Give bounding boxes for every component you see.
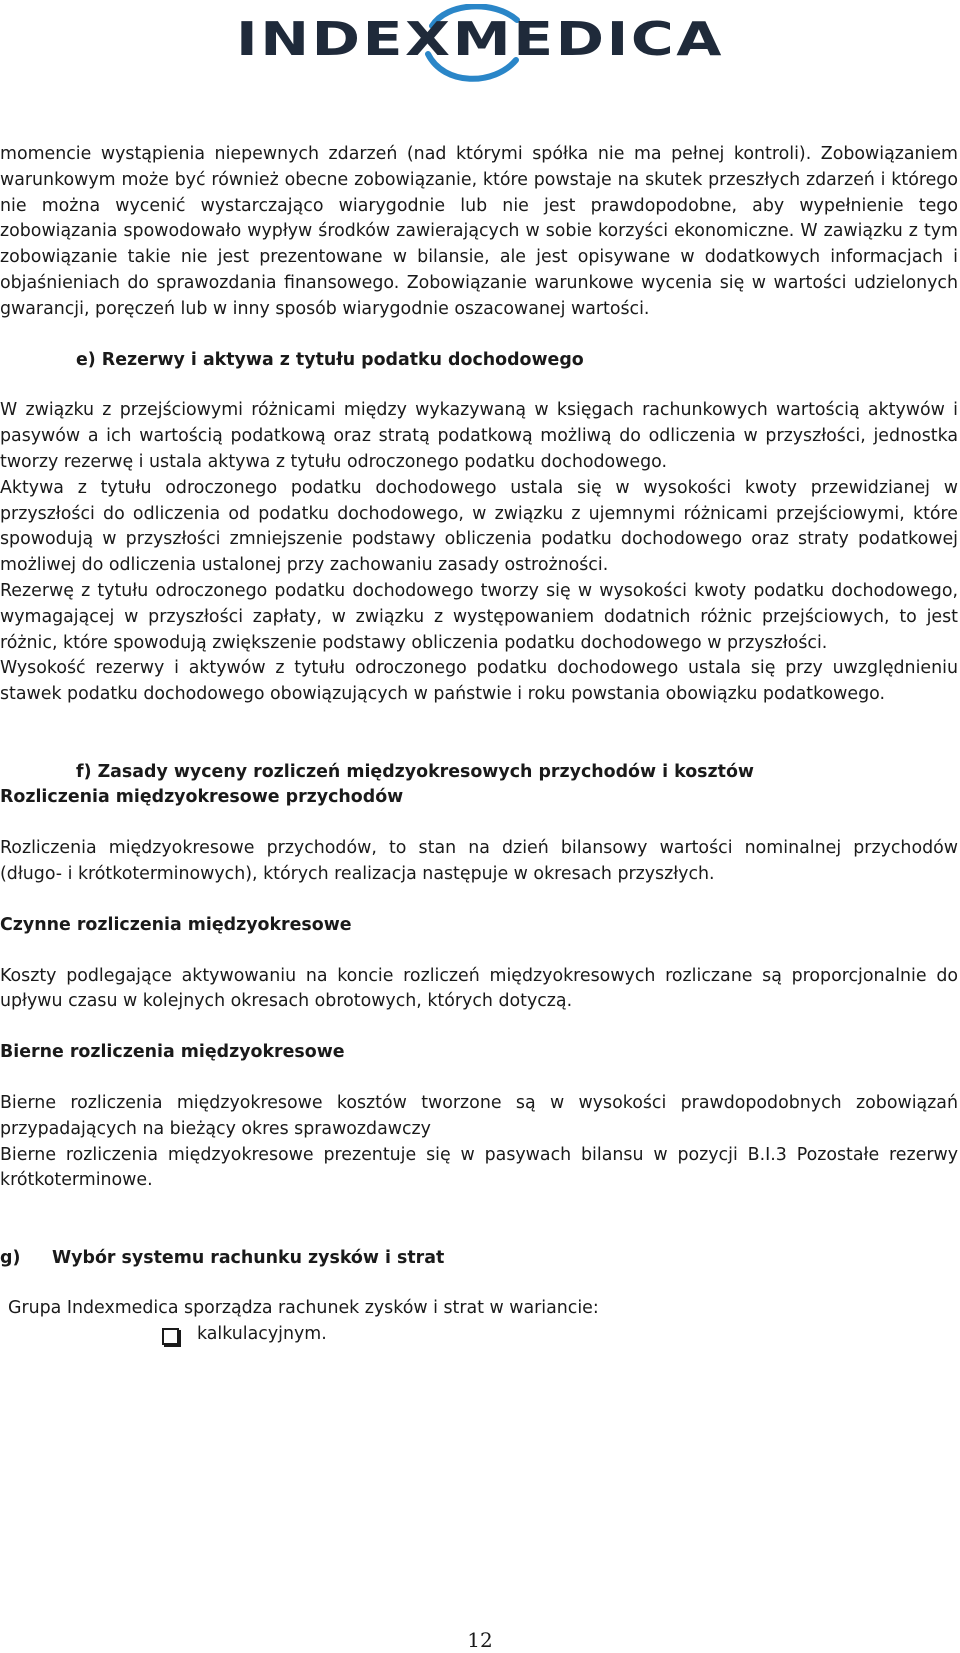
section-g-title: Wybór systemu rachunku zysków i strat [52,1247,445,1268]
section-f-paragraph-1: Rozliczenia międzyokresowe przychodów, to stan na dzień bilansowy wartości nominalnej przychodów (długo- i krótkoterminowych), których realizacja następuje w okresach przyszłych. [0,838,958,884]
section-e-paragraph-2: Aktywa z tytułu odroczonego podatku dochodowego ustala się w wysokości kwoty przewidzianej w przyszłości do odliczenia od podatku dochodowego, w związku z ujemnymi różnicami przejściowymi, które spowodują w przyszłości zmniejszenie podstawy obliczenia podatku dochodowego oraz straty podatkowej możliwej do odliczenia ustalonej przy zachowaniu zasady ostrożności. [0,477,958,576]
logo-text: INDEXMEDICA [236,12,724,66]
page-number: 12 [467,1628,493,1652]
section-e-heading: e) Rezerwy i aktywa z tytułu podatku dochodowego [76,349,584,370]
section-g-paragraph-1: Grupa Indexmedica sporządza rachunek zysków i strat w wariancie: [8,1298,599,1319]
option-label: kalkulacyjnym. [197,1324,327,1345]
indexmedica-logo [232,4,728,82]
option-item [0,1322,958,1348]
section-f-subheading-2: Czynne rozliczenia międzyokresowe [0,914,352,935]
section-f-paragraph-3b: Bierne rozliczenia międzyokresowe prezentuje się w pasywach bilansu w pozycji B.I.3 Pozostałe rezerwy krótkoterminowe. [0,1144,958,1191]
section-f-paragraph-2: Koszty podlegające aktywowaniu na koncie rozliczeń międzyokresowych rozliczane są proporcjonalnie do upływu czasu w kolejnych okresach obrotowych, których dotyczą. [0,965,958,1012]
page-header [0,0,960,90]
document-body [0,142,958,1348]
section-e-paragraph-4: Wysokość rezerwy i aktywów z tytułu odroczonego podatku dochodowego ustala się przy uwzględnieniu stawek podatku dochodowego obowiązujących w państwie i roku powstania obowiązku podatkowego. [0,658,958,705]
section-e-paragraph-1: W związku z przejściowymi różnicami między wykazywaną w księgach rachunkowych wartością aktywów i pasywów a ich wartością podatkową oraz stratą podatkową możliwą do odliczenia w przyszłości, jednostka tworzy rezerwę i ustala aktywa z tytułu odroczonego podatku dochodowego. [0,400,958,472]
section-f-subheading-3: Bierne rozliczenia międzyokresowe [0,1042,345,1063]
section-f-subheading-1: Rozliczenia międzyokresowe przychodów [0,787,404,808]
section-g-letter: g) [0,1247,21,1268]
paragraph-intro: momencie wystąpienia niepewnych zdarzeń (nad którymi spółka nie ma pełnej kontroli). Zobowiązaniem warunkowym może być również obecne zobowiązanie, które powstaje na skutek przeszłych zdarzeń i którego nie można wycenić wystarczająco wiarygodnie lub nie jest prawdopodobne, aby wypełnienie tego zobowiązania spowodowało wypływ środków zawierających w sobie korzyści ekonomiczne. W zawiązku z tym zobowiązanie takie nie jest prezentowane w bilansie, ale jest opisywane w dodatkowych informacjach i objaśnieniach do sprawozdania finansowego. Zobowiązanie warunkowe wycenia się w wartości udzielonych gwarancji, poręczeń lub w inny sposób wiarygodnie oszacowanej wartości. [0,144,958,319]
section-e-paragraph-3: Rezerwę z tytułu odroczonego podatku dochodowego tworzy się w wysokości kwoty podatku dochodowego, wymagającej w przyszłości zapłaty, w związku z występowaniem dodatnich różnic przejściowych, to jest różnic, które spowodują zwiększenie podstawy obliczenia podatku dochodowego w przyszłości. [0,580,958,653]
section-f-paragraph-3a: Bierne rozliczenia międzyokresowe kosztów tworzone są w wysokości prawdopodobnych zobowiązań przypadających na bieżący okres sprawozdawczy [0,1092,958,1139]
checkbox-bullet-icon [162,1328,179,1345]
section-g-heading [0,1246,958,1272]
section-f-heading: f) Zasady wyceny rozliczeń międzyokresowych przychodów i kosztów [76,761,754,782]
